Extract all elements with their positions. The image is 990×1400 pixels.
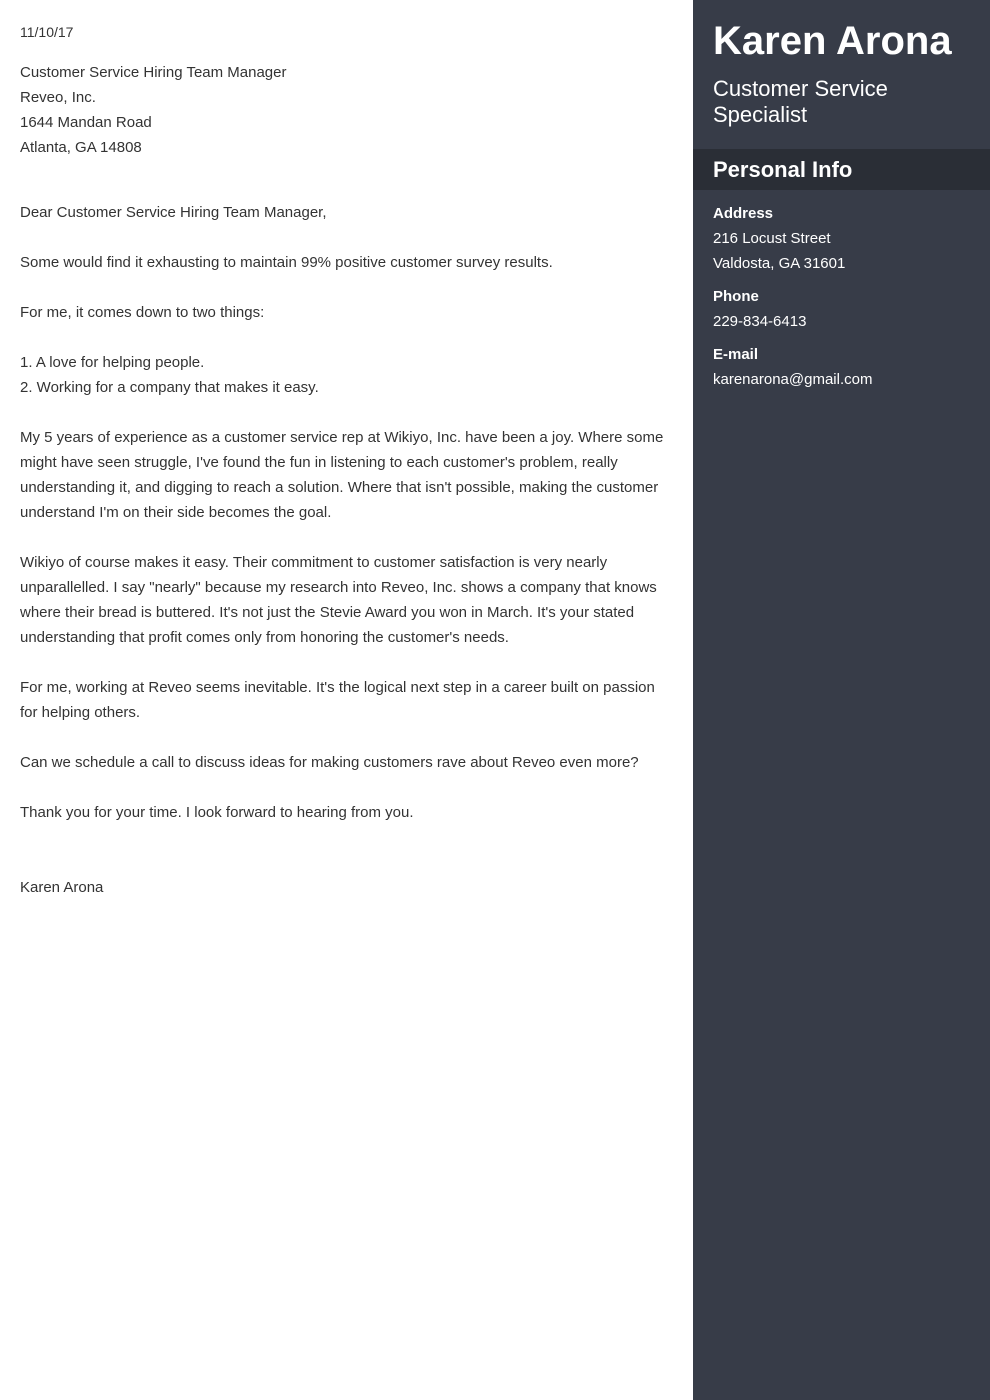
sidebar	[693, 0, 990, 1400]
letter-paragraph: Can we schedule a call to discuss ideas for making customers rave about Reveo even more?	[20, 754, 639, 771]
recipient-company: Reveo, Inc.	[20, 89, 96, 106]
recipient-block	[20, 60, 670, 160]
recipient-name: Customer Service Hiring Team Manager	[20, 64, 287, 81]
letter-list	[20, 350, 670, 400]
letter-body	[20, 20, 670, 900]
personal-info	[693, 190, 990, 392]
letter-signature: Karen Arona	[20, 879, 104, 896]
recipient-street: 1644 Mandan Road	[20, 114, 152, 131]
letter-paragraph: Wikiyo of course makes it easy. Their commitment to customer satisfaction is very nearly unparallelled. I say "nearly" because my research into Reveo, Inc. shows a company that knows where their bread is buttered. It's not just the Stevie Award you won in March. It's your stated understanding that profit comes only from honoring the customer's needs.	[20, 554, 657, 646]
recipient-city: Atlanta, GA 14808	[20, 139, 142, 156]
letter-paragraph: My 5 years of experience as a customer service rep at Wikiyo, Inc. have been a joy. Where some might have seen struggle, I've found the fun in listening to each customer's problem, really understanding it, and digging to reach a solution. Where that isn't possible, making the customer understand I'm on their side becomes the goal.	[20, 429, 664, 521]
address-label: Address	[713, 205, 774, 222]
address-line1: 216 Locust Street	[713, 230, 831, 247]
phone-value: 229-834-6413	[713, 313, 807, 330]
personal-info-header: Personal Info	[693, 149, 990, 190]
address-line2: Valdosta, GA 31601	[713, 255, 846, 272]
letter-lead-in: For me, it comes down to two things:	[20, 304, 265, 321]
letter-closing: Thank you for your time. I look forward to hearing from you.	[20, 804, 414, 821]
applicant-title: Customer Service Specialist	[713, 76, 888, 127]
list-item: 1. A love for helping people.	[20, 354, 205, 371]
letter-paragraph: For me, working at Reveo seems inevitable. It's the logical next step in a career built on passion for helping others.	[20, 679, 655, 721]
email-label: E-mail	[713, 346, 759, 363]
applicant-name: Karen Arona	[713, 19, 952, 63]
letter-greeting: Dear Customer Service Hiring Team Manager,	[20, 204, 327, 221]
list-item: 2. Working for a company that makes it easy.	[20, 379, 319, 396]
letter-date: 11/10/17	[20, 24, 74, 40]
letter-intro: Some would find it exhausting to maintain 99% positive customer survey results.	[20, 254, 553, 271]
email-value: karenarona@gmail.com	[713, 371, 873, 388]
phone-label: Phone	[713, 288, 759, 305]
